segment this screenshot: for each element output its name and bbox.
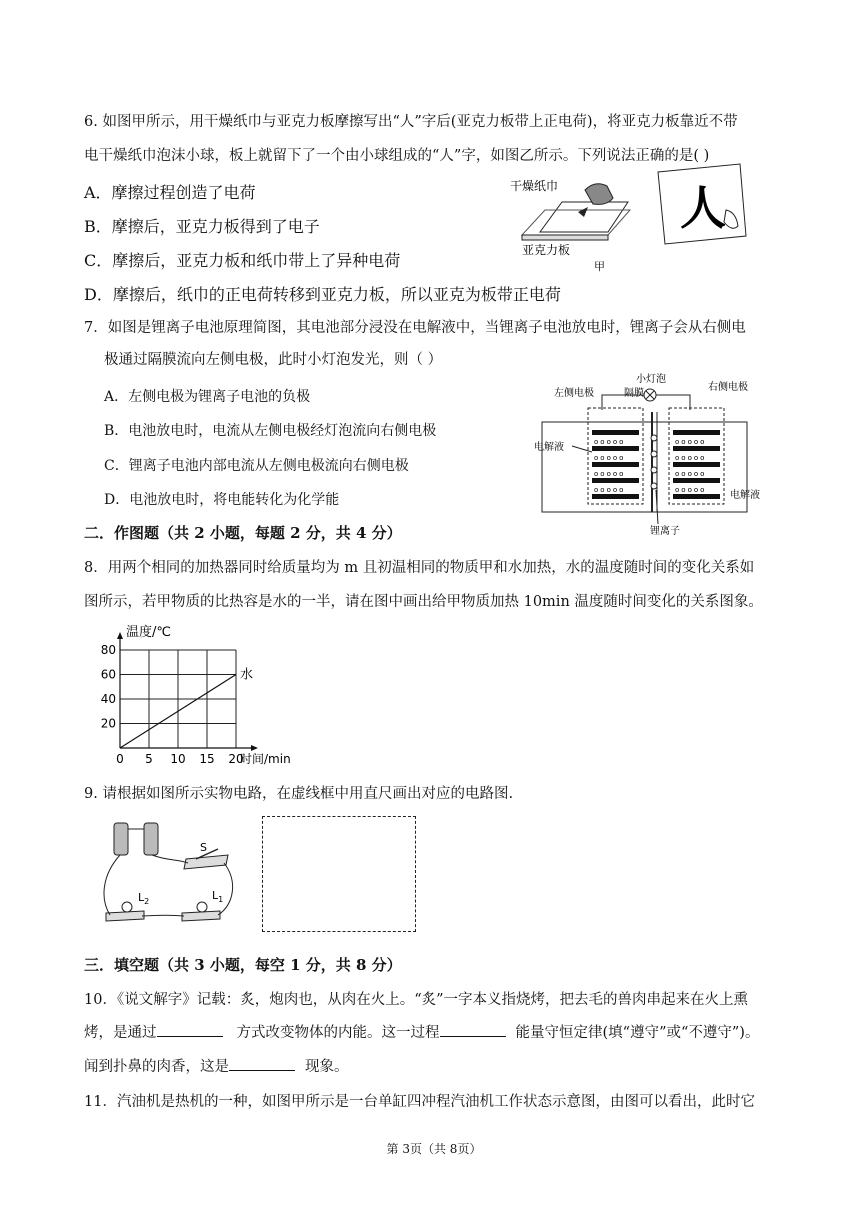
board-edge <box>522 235 608 240</box>
chart-layer <box>101 624 291 766</box>
cell-1-icon <box>114 823 128 855</box>
q10-line2-b: 方式改变物体的内能。这一过程 <box>236 1025 440 1041</box>
wire-b <box>152 855 188 863</box>
q7-line2: 极通过隔膜流向左侧电极，此时小灯泡发光，则（ ） <box>104 352 443 368</box>
wire-c <box>218 863 233 915</box>
q10-blank-2[interactable] <box>440 1022 506 1037</box>
y-axis-arrow <box>117 632 123 639</box>
x-axis-arrow <box>251 745 258 751</box>
section-3-heading: 三．填空题（共 3 小题，每空 1 分，共 8 分） <box>84 956 402 974</box>
q10-line2 <box>84 1022 759 1043</box>
wire-a <box>104 855 120 915</box>
q10-line3-a: 闻到扑鼻的肉香，这是 <box>84 1059 229 1075</box>
q6-option-d: D．摩擦后，纸巾的正电荷转移到亚克力板，所以亚克为板带正电荷 <box>84 285 561 304</box>
q7-option-d: D．电池放电时，将电能转化为化学能 <box>104 492 340 508</box>
q7-line1: 7．如图是锂离子电池原理简图，其电池部分浸没在电解液中，当锂离子电池放电时，锂离子会从右侧电 <box>84 320 746 336</box>
svg-text:ooooo: ooooo <box>675 438 707 446</box>
q8-line2: 图所示，若甲物质的比热容是水的一半，请在图中画出给甲物质加热 10min 温度随时间变化的关系图象。 <box>84 594 763 610</box>
q6-line2: 电干燥纸巾泡沫小球，板上就留下了一个由小球组成的“人”字，如图乙所示。下列说法正确的是( ) <box>84 148 710 164</box>
q6-option-c: C．摩擦后，亚克力板和纸巾带上了异种电荷 <box>84 251 401 270</box>
left-electrode-label: 左侧电极 <box>554 388 594 399</box>
lamp-l1-icon <box>197 902 207 912</box>
switch-base-icon <box>184 855 228 869</box>
electrolyte-right-label: 电解液 <box>730 490 760 501</box>
jia-label: 甲 <box>594 260 605 273</box>
q6-option-b: B．摩擦后，亚克力板得到了电子 <box>84 217 320 236</box>
electrolyte-left-label: 电解液 <box>534 442 564 453</box>
x-tick-label: 10 <box>170 752 186 766</box>
separator-label: 隔膜 <box>624 388 644 399</box>
q10-blank-1[interactable] <box>157 1022 223 1037</box>
wire-d <box>142 915 184 916</box>
series-label-water: 水 <box>240 667 254 683</box>
q10-line2-c: 能量守恒定律(填“遵守”或“不遵守”)。 <box>515 1025 760 1041</box>
q8-line1: 8．用两个相同的加热器同时给质量均为 m 且初温相同的物质甲和水加热，水的温度随时间的变化关系如 <box>84 560 755 576</box>
x-tick-label: 15 <box>199 752 215 766</box>
x-tick-label: 5 <box>145 752 153 766</box>
y-tick-label: 60 <box>100 667 116 682</box>
svg-text:ooooo: ooooo <box>675 470 707 478</box>
lamp-l2-label: $L_2$ <box>138 891 150 906</box>
q10-line3 <box>84 1056 349 1077</box>
q10-blank-3[interactable] <box>229 1056 295 1071</box>
q9-text: 9. 请根据如图所示实物电路，在虚线框中用直尺画出对应的电路图. <box>84 786 514 802</box>
q6-option-a: A．摩擦过程创造了电荷 <box>84 183 256 202</box>
lamp-l2-icon <box>122 902 132 912</box>
q10-line3-b: 现象。 <box>305 1059 349 1075</box>
y-tick-label: 80 <box>100 643 116 657</box>
x-tick-label: 0 <box>116 752 124 766</box>
board-label: 亚克力板 <box>522 243 571 257</box>
circuit-drawing-box[interactable] <box>262 816 416 932</box>
section-2-heading: 二．作图题（共 2 小题，每题 2 分，共 4 分） <box>84 524 402 542</box>
ren-character: 人 <box>680 181 726 235</box>
cell-2-icon <box>144 823 158 855</box>
lithium-ion-label: 锂离子 <box>650 526 680 537</box>
q7-option-a: A．左侧电极为锂离子电池的负极 <box>104 389 311 405</box>
switch-label: S <box>200 841 207 854</box>
svg-text:ooooo: ooooo <box>594 438 626 446</box>
q6-figure <box>500 160 750 280</box>
q7-option-c: C．锂离子电池内部电流从左侧电极流向右侧电极 <box>104 458 409 474</box>
bulb-label: 小灯泡 <box>636 374 666 385</box>
y-tick-label: 20 <box>100 716 116 731</box>
right-electrode-label: 右侧电极 <box>708 382 748 393</box>
page-footer: 第 3页（共 8页） <box>386 1142 482 1156</box>
q11-line1: 11．汽油机是热机的一种，如图甲所示是一台单缸四冲程汽油机工作状态示意图，由图可以看出，此时它 <box>84 1094 755 1110</box>
q7-option-b: B．电池放电时，电流从左侧电极经灯泡流向右侧电极 <box>104 423 437 439</box>
lamp-l2-base-icon <box>106 911 144 921</box>
svg-text:ooooo: ooooo <box>594 454 626 462</box>
y-axis-label: 温度/℃ <box>126 625 171 640</box>
q9-physical-circuit <box>98 815 248 930</box>
x-axis-label: 时间/min <box>240 752 291 766</box>
y-tick-label: 40 <box>100 692 116 706</box>
q10-line1: 10．《说文解字》记载：炙，炮肉也，从肉在火上。“炙”一字本义指烧烤，把去毛的兽肉串起来在火上熏 <box>84 992 749 1008</box>
q6-line1: 6. 如图甲所示，用干燥纸巾与亚克力板摩擦写出“人”字后(亚克力板带上正电荷)，将亚克力板靠近不带 <box>84 114 738 130</box>
hand-icon <box>585 184 613 205</box>
q10-line2-a: 烤，是通过 <box>84 1025 157 1041</box>
svg-text:ooooo: ooooo <box>675 486 707 494</box>
towel-label: 干燥纸巾 <box>510 179 559 193</box>
x-tick-label: 20 <box>228 752 244 766</box>
svg-text:ooooo: ooooo <box>675 454 707 462</box>
lamp-l1-label: $L_1$ <box>212 889 224 904</box>
lamp-l1-base-icon <box>182 911 220 921</box>
q7-battery-figure <box>532 372 764 538</box>
svg-text:ooooo: ooooo <box>594 470 626 478</box>
svg-text:ooooo: ooooo <box>594 486 626 494</box>
temperature-chart <box>100 620 330 770</box>
